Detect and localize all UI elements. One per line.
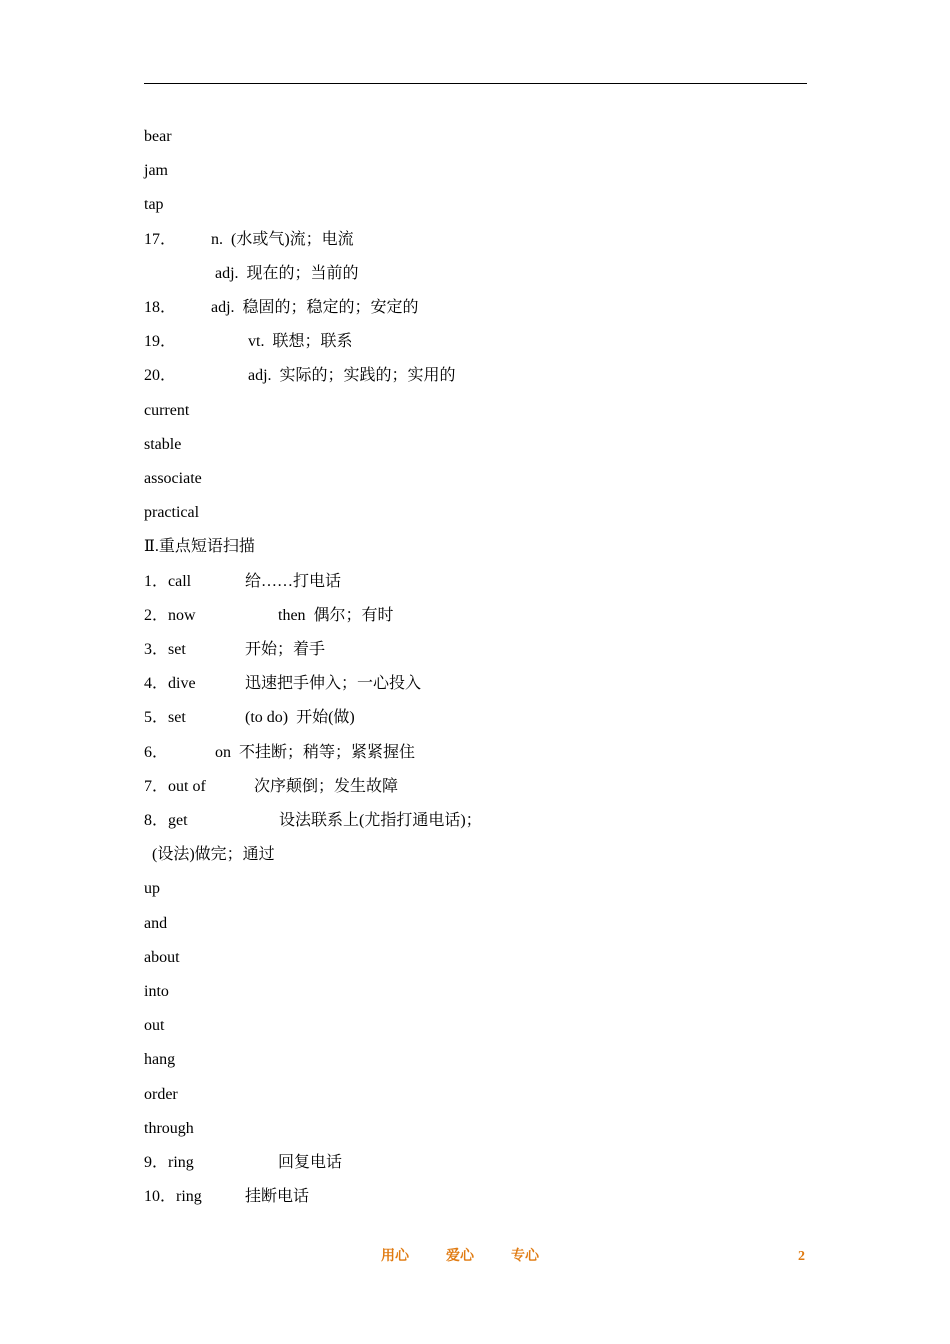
line-lead: Ⅱ.重点短语扫描 (144, 538, 255, 556)
line-lead: 8．get (144, 812, 188, 829)
line-lead: 1．call (144, 572, 192, 590)
line-lead: 5．set (144, 709, 186, 727)
line-lead: 17． (144, 230, 177, 248)
header-rule (144, 83, 807, 84)
line-definition: 回复电话 (278, 1154, 343, 1171)
line-lead: 7．out of (144, 777, 206, 795)
line-definition: n. (水或气)流；电流 (211, 230, 354, 248)
line-definition: (to do) 开始(做) (245, 709, 355, 727)
line-lead: 10．ring (144, 1188, 202, 1206)
line-lead: through (144, 1119, 194, 1137)
line-definition: adj. 稳固的；稳定的；安定的 (211, 299, 419, 316)
line-definition: then 偶尔；有时 (278, 606, 394, 624)
line-lead: out (144, 1017, 165, 1035)
line-lead: up (144, 880, 160, 898)
line-lead: 6． (144, 743, 169, 761)
line-lead: adj. 现在的；当前的 (215, 264, 359, 282)
line-lead: stable (144, 435, 182, 453)
line-definition: 挂断电话 (245, 1188, 310, 1206)
line-lead: current (144, 401, 190, 419)
footer-word-2: 爱心 (446, 1249, 474, 1264)
line-lead: and (144, 914, 168, 932)
line-definition: 次序颠倒；发生故障 (254, 777, 399, 795)
line-lead: 19． (144, 333, 177, 351)
line-lead: 4．dive (144, 675, 196, 693)
line-lead: 3．set (144, 641, 186, 658)
line-lead: hang (144, 1051, 176, 1069)
line-definition: 给……打电话 (245, 572, 342, 590)
footer-word-1: 用心 (381, 1249, 409, 1264)
line-lead: bear (144, 128, 172, 145)
line-lead: associate (144, 470, 202, 487)
line-lead: tap (144, 196, 164, 214)
line-lead: order (144, 1085, 178, 1103)
line-definition: 设法联系上(尤指打通电话)； (279, 812, 482, 829)
page-number: 2 (798, 1249, 805, 1264)
line-definition: adj. 实际的；实践的；实用的 (248, 367, 456, 385)
line-lead: jam (144, 162, 168, 180)
line-lead: 2．now (144, 606, 196, 624)
line-definition: 开始；着手 (245, 641, 326, 658)
line-lead: into (144, 983, 169, 1000)
line-lead: 20． (144, 367, 177, 385)
line-definition: vt. 联想；联系 (248, 333, 353, 351)
line-lead: 9．ring (144, 1154, 194, 1171)
line-lead: practical (144, 504, 200, 522)
line-lead: 18． (144, 299, 177, 316)
line-definition: on 不挂断；稍等；紧紧握住 (215, 743, 416, 761)
line-definition: 迅速把手伸入；一心投入 (245, 675, 422, 693)
line-lead: (设法)做完；通过 (152, 846, 275, 864)
line-lead: about (144, 948, 180, 966)
footer-word-3: 专心 (511, 1249, 539, 1264)
